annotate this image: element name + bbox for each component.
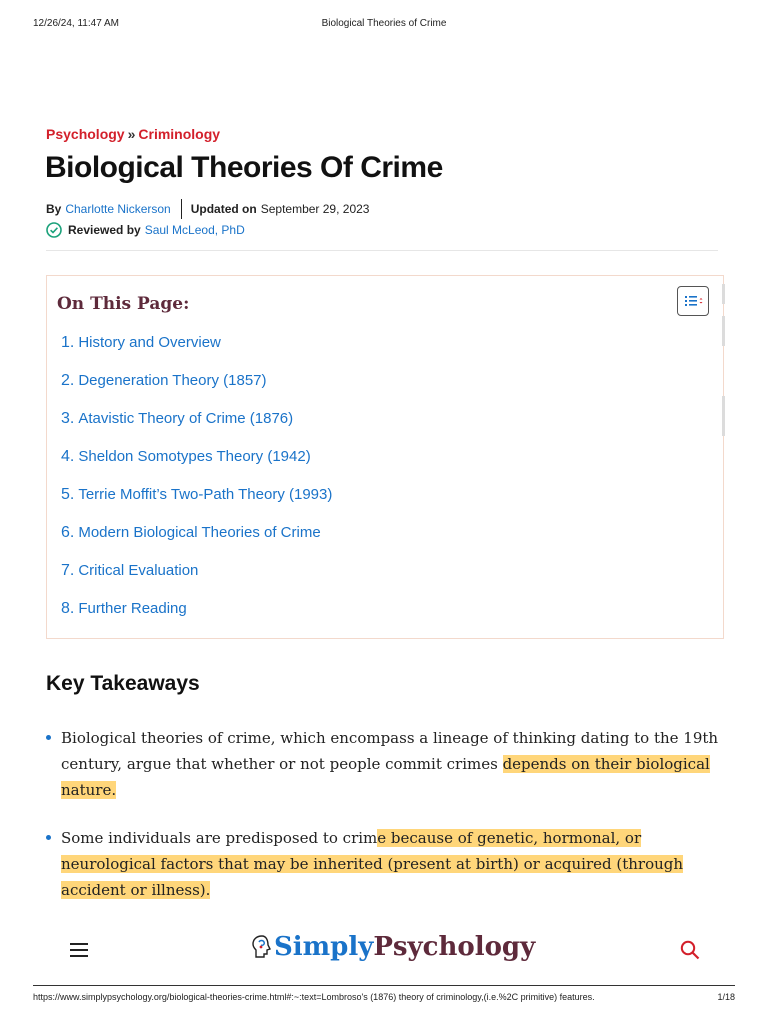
footer-divider — [33, 985, 735, 986]
divider — [46, 250, 718, 251]
by-label: By — [46, 202, 62, 216]
toc-link[interactable]: Further Reading — [78, 600, 187, 617]
toc-link[interactable]: Critical Evaluation — [78, 562, 199, 579]
key-takeaways-heading: Key Takeaways — [46, 672, 200, 695]
toc-item[interactable]: 8. Further Reading — [61, 600, 187, 617]
site-logo[interactable] — [250, 932, 535, 962]
review-info — [46, 222, 245, 238]
toc-link[interactable]: Modern Biological Theories of Crime — [78, 524, 321, 541]
toc-item[interactable]: 3. Atavistic Theory of Crime (1876) — [61, 410, 294, 427]
key-takeaways-list — [46, 725, 722, 915]
toc-link[interactable]: Sheldon Somotypes Theory (1942) — [78, 448, 311, 465]
page-title: Biological Theories Of Crime — [45, 151, 443, 184]
print-title: Biological Theories of Crime — [321, 18, 447, 29]
logo-text-simply: Simply — [274, 932, 374, 962]
breadcrumb — [46, 126, 220, 142]
toc-list — [61, 334, 332, 638]
list-item: Biological theories of crime, which encompass a lineage of thinking dating to the 19th century, argue that whether or not people commit crimes depends on their biological nature. — [46, 725, 722, 803]
article-meta — [46, 199, 369, 219]
list-item: Some individuals are predisposed to crime because of genetic, hormonal, or neurological factors that may be inherited (present at birth) or acquired (through accident or illness). — [46, 825, 722, 903]
toc-item[interactable]: 5. Terrie Moffit’s Two-Path Theory (1993) — [61, 486, 333, 503]
highlight: e because of genetic, hormonal, or neurological factors that may be inherited (present at birth) or acquired (through accident or illness). — [61, 829, 684, 899]
toc-link[interactable]: History and Overview — [78, 334, 221, 351]
meta-divider — [181, 199, 182, 219]
toc-link[interactable]: Terrie Moffit’s Two-Path Theory (1993) — [78, 486, 333, 503]
toc-scroll-edge — [722, 316, 725, 346]
updated-label: Updated on — [190, 202, 257, 216]
toc-scroll-edge — [722, 396, 725, 436]
bottom-nav-bar — [0, 918, 768, 984]
print-url: https://www.simplypsychology.org/biological-theories-crime.html#:~:text=Lombroso's (1876) theory of criminology,(i.e.%2C primitive) features. — [33, 992, 595, 1002]
toc-item[interactable]: 6. Modern Biological Theories of Crime — [61, 524, 321, 541]
toc-heading: On This Page: — [57, 294, 190, 314]
toc-link[interactable]: Degeneration Theory (1857) — [78, 372, 267, 389]
print-header — [33, 18, 735, 32]
print-date: 12/26/24, 11:47 AM — [33, 18, 119, 29]
toc-item[interactable]: 7. Critical Evaluation — [61, 562, 199, 579]
search-icon[interactable] — [680, 940, 700, 960]
breadcrumb-criminology-link[interactable]: Criminology — [138, 126, 221, 142]
toc-item[interactable]: 4. Sheldon Somotypes Theory (1942) — [61, 448, 311, 465]
breadcrumb-psychology-link[interactable]: Psychology — [46, 126, 125, 142]
highlight: depends on their biological nature. — [61, 755, 710, 799]
table-of-contents — [46, 275, 724, 639]
list-toggle-icon — [678, 287, 708, 315]
page-number: 1/18 — [717, 992, 735, 1002]
toc-toggle-button[interactable] — [677, 286, 709, 316]
author-link[interactable]: Charlotte Nickerson — [65, 202, 171, 216]
toc-link[interactable]: Atavistic Theory of Crime (1876) — [78, 410, 294, 427]
check-circle-icon — [46, 222, 62, 238]
toc-item[interactable]: 1. History and Overview — [61, 334, 221, 351]
bullet-icon — [46, 835, 51, 840]
reviewer-link[interactable]: Saul McLeod, PhD — [144, 223, 245, 237]
breadcrumb-separator: » — [127, 126, 136, 142]
bullet-icon — [46, 735, 51, 740]
toc-scroll-edge — [722, 284, 725, 304]
brain-head-icon — [250, 933, 274, 961]
menu-icon[interactable] — [70, 943, 88, 957]
logo-text-psychology: Psychology — [373, 932, 536, 962]
updated-date: September 29, 2023 — [260, 202, 370, 216]
reviewed-label: Reviewed by — [68, 223, 141, 237]
toc-item[interactable]: 2. Degeneration Theory (1857) — [61, 372, 267, 389]
